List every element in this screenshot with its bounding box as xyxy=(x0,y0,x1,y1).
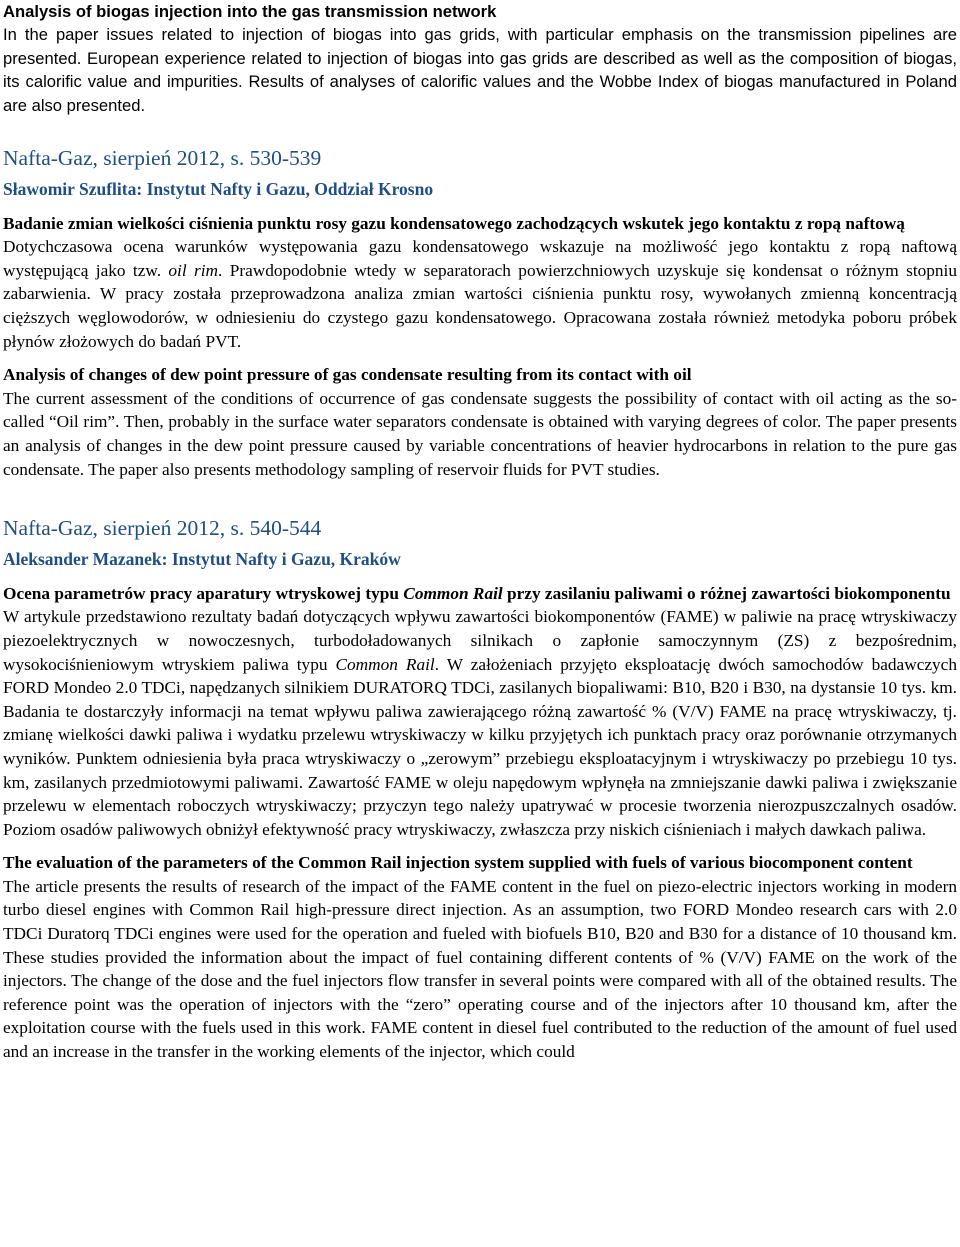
english-title: The evaluation of the parameters of the Common Rail injection system supplied with fuels of various biocomponent content xyxy=(3,853,913,873)
author-affiliation: Sławomir Szuflita: Instytut Nafty i Gazu, Oddział Krosno xyxy=(3,179,434,200)
abstract-title: Analysis of biogas injection into the gas transmission network xyxy=(3,2,497,21)
abstract-biogas xyxy=(3,0,957,117)
citation-heading: Nafta-Gaz, sierpień 2012, s. 540-544 xyxy=(3,516,322,541)
english-abstract: The current assessment of the conditions of occurrence of gas condensate suggests the possibility of contact with oil acting as the so-called “Oil rim”. Then, probably in the surface water separators condensate is obtained with varying degrees of color. The paper presents an analysis of changes in the dew point pressure caused by variable concentrations of heavier hydrocarbons in relation to the pure gas condensate. The paper also presents methodology sampling of reservoir fluids for PVT studies. xyxy=(3,388,957,479)
polish-abstract: W artykule przedstawiono rezultaty badań dotyczących wpływu zawartości biokomponentów (FAME) w paliwie na pracę wtryskiwaczy piezoelektrycznych w nowoczesnych, turbodoładowanych silnikach o zapłonie samoczynnym (ZS) z bezpośrednim, wysokociśnieniowym wtryskiem paliwa typu Common Rail. W założeniach przyjęto eksploatację dwóch samochodów badawczych FORD Mondeo 2.0 TDCi, napędzanych silnikiem DURATORQ TDCi, zasilanych biopaliwami: B10, B20 i B30, na dystansie 10 tys. km. Badania te dostarczyły informacji na temat wpływu paliwa zawierającego różną zawartość % (V/V) FAME na pracę wtryskiwaczy, tj. zmianę wielkości dawki paliwa i wydatku przelewu wtryskiwaczy w kilku przyjętych ich punktach pracy oraz porównanie otrzymanych wyników. Punktem odniesienia była praca wtryskiwaczy o „zerowym” przebiegu eksploatacyjnym i wtryskiwaczy po przebiegu 10 tys. km, zasilanych przedmiotowymi paliwami. Zawartość FAME w oleju napędowym wpłynęła na zmniejszanie dawki paliwa i zwiększanie przelewu w elementach roboczych wtryskiwaczy; przyczyn tego należy upatrywać w procesie tworzenia nierozpuszczalnych osadów. Poziom osadów paliwowych obniżył efektywność pracy wtryskiwaczy, zwłaszcza przy niskich ciśnieniach i małych dawkach paliwa. xyxy=(3,607,957,839)
polish-title: Ocena parametrów pracy aparatury wtryskowej typu Common Rail przy zasilaniu paliwami o różnej zawartości biokomponentu xyxy=(3,583,951,603)
author-affiliation: Aleksander Mazanek: Instytut Nafty i Gazu, Kraków xyxy=(3,549,401,570)
citation-heading: Nafta-Gaz, sierpień 2012, s. 530-539 xyxy=(3,146,322,171)
polish-abstract: Dotychczasowa ocena warunków występowania gazu kondensatowego wskazuje na możliwość jego kontaktu z ropą naftową występującą jako tzw. oil rim. Prawdopodobnie wtedy w separatorach powierzchniowych uzyskuje się kondensat o różnym stopniu zabarwienia. W pracy została przeprowadzona analiza zmian wartości ciśnienia punktu rosy, wywołanych zmienną koncentracją cięższych węglowodorów, w odniesieniu do czystego gazu kondensatowego. Opracowana została również metodyka poboru próbek płynów złożowych do badań PVT. xyxy=(3,237,957,351)
english-abstract: The article presents the results of research of the impact of the FAME content in the fuel on piezo-electric injectors working in modern turbo diesel engines with Common Rail high-pressure direct injection. As an assumption, two FORD Mondeo research cars with 2.0 TDCi Duratorq TDCi engines were used for the operation and fueled with biofuels B10, B20 and B30 for a distance of 10 thousand km. These studies provided the information about the impact of fuel containing different contents of % (V/V) FAME on the work of the injectors. The change of the dose and the fuel injectors flow transfer in several points were compared with all of the obtained results. The reference point was the operation of injectors with the “zero” operating course and of the injectors after 10 thousand km, after the exploitation course with the fuels used in this work. FAME content in diesel fuel contributed to the reduction of the amount of fuel used and an increase in the transfer in the working elements of the injector, which could xyxy=(3,876,957,1062)
english-title: Analysis of changes of dew point pressure of gas condensate resulting from its contact with oil xyxy=(3,365,692,385)
polish-title: Badanie zmian wielkości ciśnienia punktu rosy gazu kondensatowego zachodzących wskutek jego kontaktu z ropą naftową xyxy=(3,213,905,233)
abstract-body: In the paper issues related to injection of biogas into gas grids, with particular emphasis on the transmission pipelines are presented. European experience related to injection of biogas into gas grids are described as well as the composition of biogas, its calorific value and impurities. Results of analyses of calorific values and the Wobbe Index of biogas manufactured in Poland are also presented. xyxy=(3,25,957,115)
